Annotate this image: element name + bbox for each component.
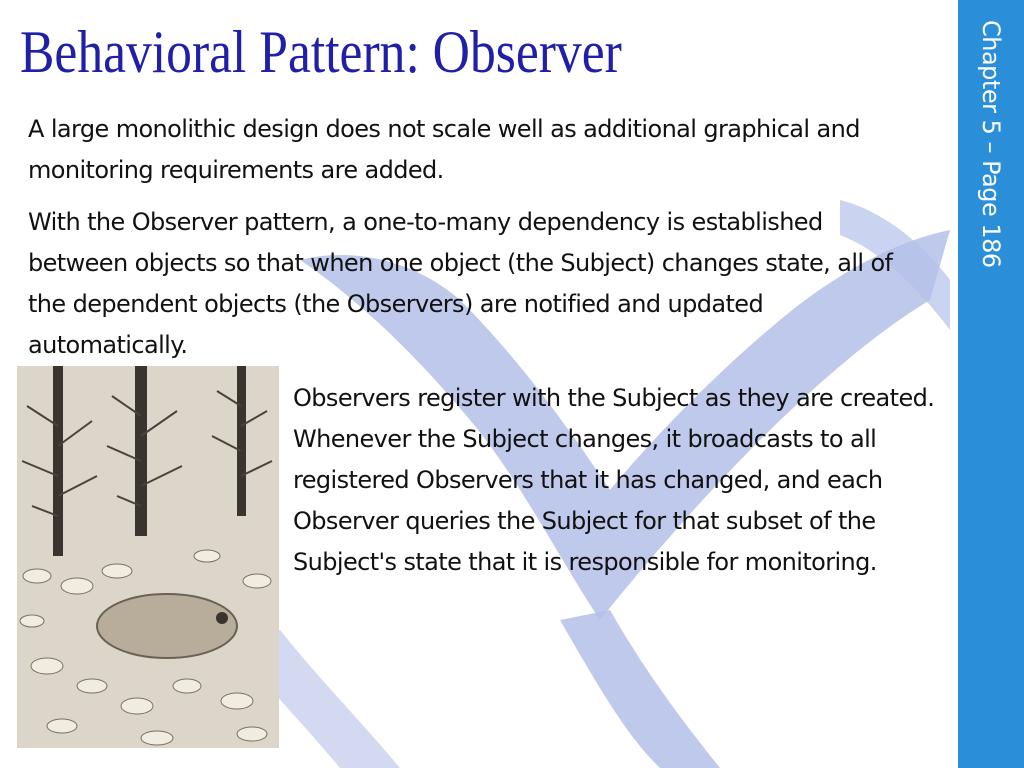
slide-title: Behavioral Pattern: Observer	[20, 19, 622, 85]
escher-illustration	[17, 366, 279, 748]
chapter-page-label: Chapter 5 – Page 186	[977, 20, 1005, 268]
paragraph-2: With the Observer pattern, a one-to-many dependency is established between objects so that when one object (the Subject) changes state, all of the dependent objects (the Observers) are notified and updated automatically.	[28, 208, 893, 359]
paragraph-1: A large monolithic design does not scale well as additional graphical and monitoring requirements are added.	[28, 115, 860, 184]
paragraph-3: Observers register with the Subject as they are created. Whenever the Subject changes, it broadcasts to all registered Observers that it has changed, and each Observer queries the Subject for that subset of the Subject's state that it is responsible for monitoring.	[293, 384, 935, 576]
